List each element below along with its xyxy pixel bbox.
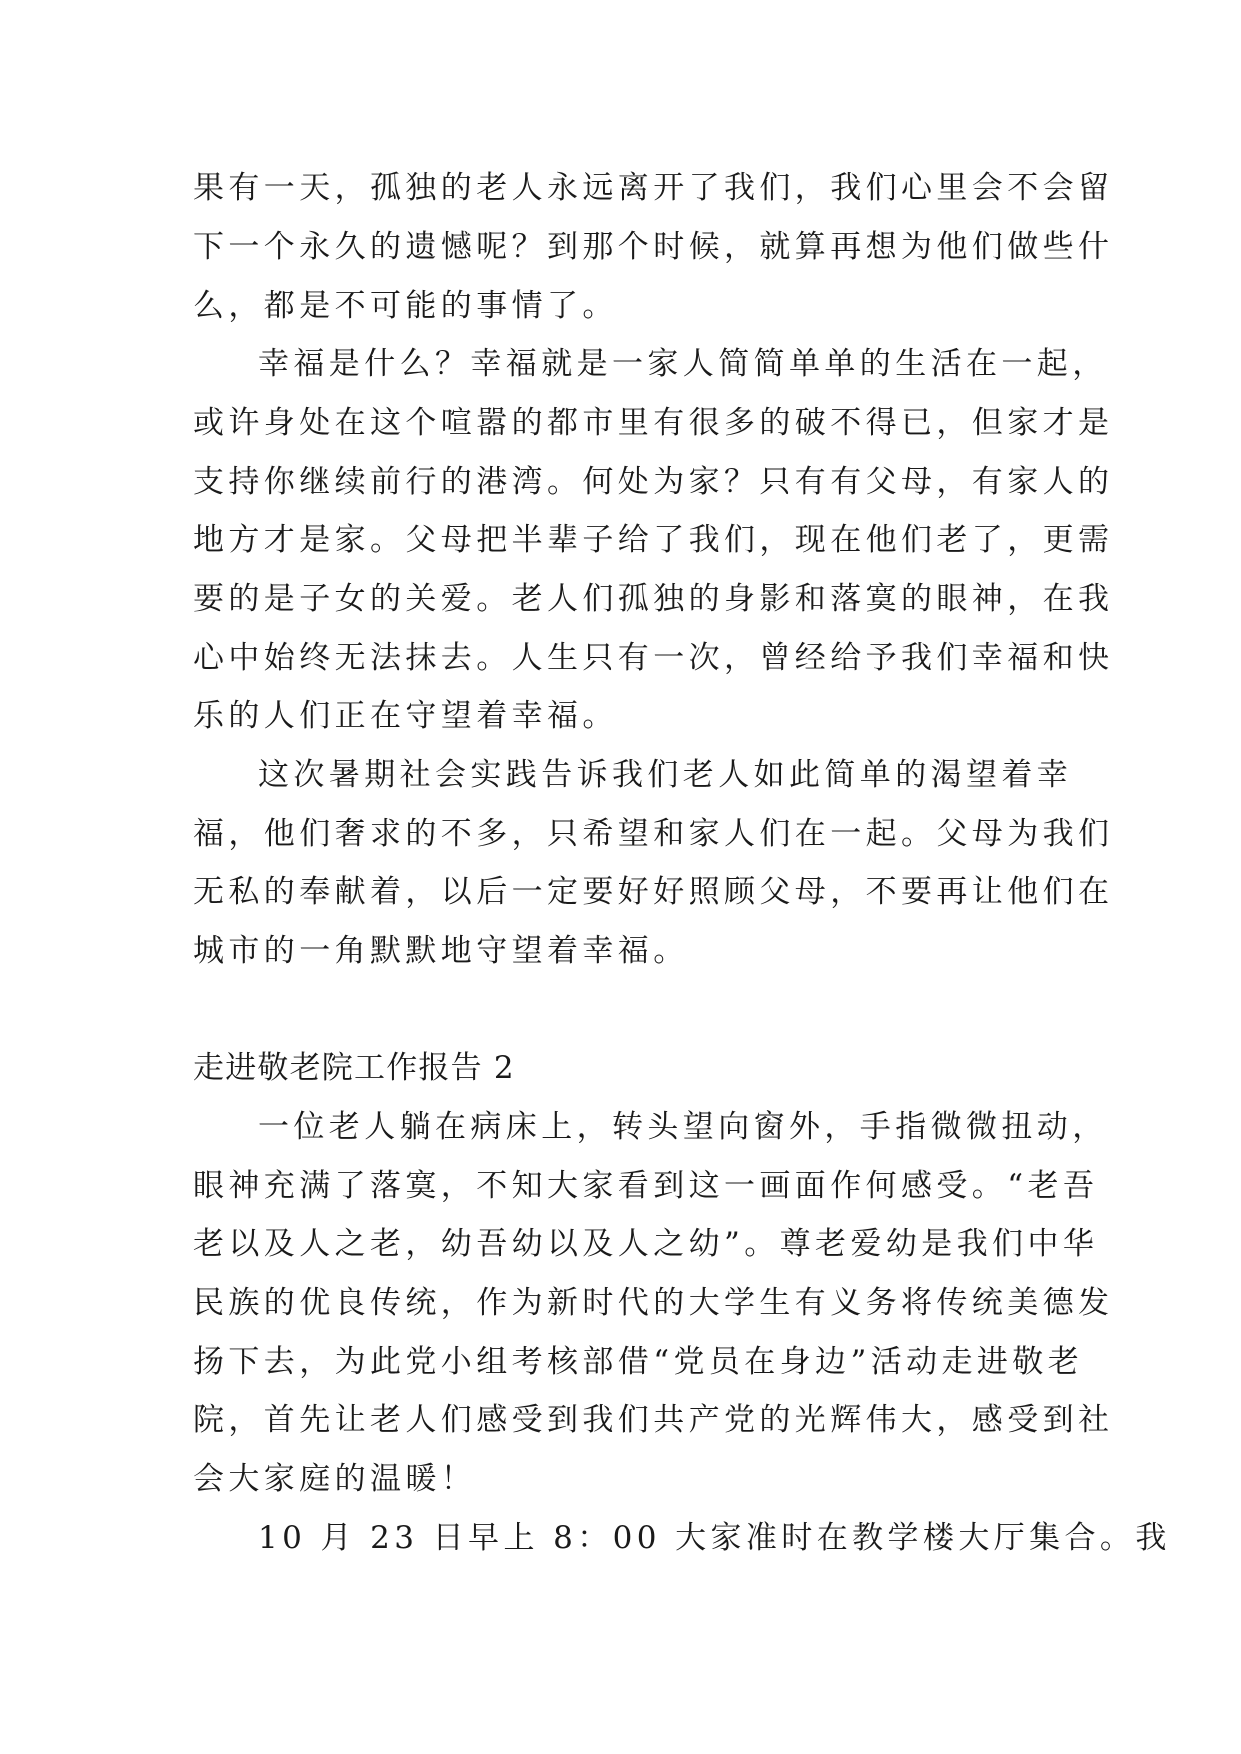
text-line: 乐的人们正在守望着幸福。 <box>193 698 618 734</box>
text-line: 扬下去，为此党小组考核部借“党员在身边”活动走进敬老 <box>193 1344 1084 1380</box>
section-heading: 走进敬老院工作报告 2 <box>193 1050 515 1086</box>
text-line: 无私的奉献着，以后一定要好好照顾父母，不要再让他们在 <box>193 874 1114 910</box>
text-line: 民族的优良传统，作为新时代的大学生有义务将传统美德发 <box>193 1285 1114 1321</box>
text-line: 果有一天，孤独的老人永远离开了我们，我们心里会不会留 <box>193 170 1114 206</box>
text-line: 么，都是不可能的事情了。 <box>193 288 618 324</box>
text-line: 下一个永久的遗憾呢？到那个时候，就算再想为他们做些什 <box>193 229 1114 265</box>
text-line: 会大家庭的温暖！ <box>193 1461 477 1497</box>
paragraph-first-line: 10 月 23 日早上 8：00 大家准时在教学楼大厅集合。我 <box>258 1520 1171 1556</box>
paragraph-first-line: 一位老人躺在病床上，转头望向窗外，手指微微扭动， <box>258 1109 1108 1145</box>
text-line: 地方才是家。父母把半辈子给了我们，现在他们老了，更需 <box>193 522 1114 558</box>
text-line: 院，首先让老人们感受到我们共产党的光辉伟大，感受到社 <box>193 1402 1114 1438</box>
paragraph-first-line: 幸福是什么？幸福就是一家人简简单单的生活在一起， <box>258 346 1108 382</box>
text-line: 支持你继续前行的港湾。何处为家？只有有父母，有家人的 <box>193 464 1114 500</box>
text-line: 或许身处在这个喧嚣的都市里有很多的破不得已，但家才是 <box>193 405 1114 441</box>
text-line: 心中始终无法抹去。人生只有一次，曾经给予我们幸福和快 <box>193 640 1114 676</box>
text-line: 要的是子女的关爱。老人们孤独的身影和落寞的眼神，在我 <box>193 581 1114 617</box>
text-line: 眼神充满了落寞，不知大家看到这一画面作何感受。“老吾 <box>193 1168 1099 1204</box>
text-line: 福，他们奢求的不多，只希望和家人们在一起。父母为我们 <box>193 816 1114 852</box>
text-line: 城市的一角默默地守望着幸福。 <box>193 933 689 969</box>
paragraph-first-line: 这次暑期社会实践告诉我们老人如此简单的渴望着幸 <box>258 757 1073 793</box>
text-line: 老以及人之老，幼吾幼以及人之幼”。尊老爱幼是我们中华 <box>193 1226 1099 1262</box>
